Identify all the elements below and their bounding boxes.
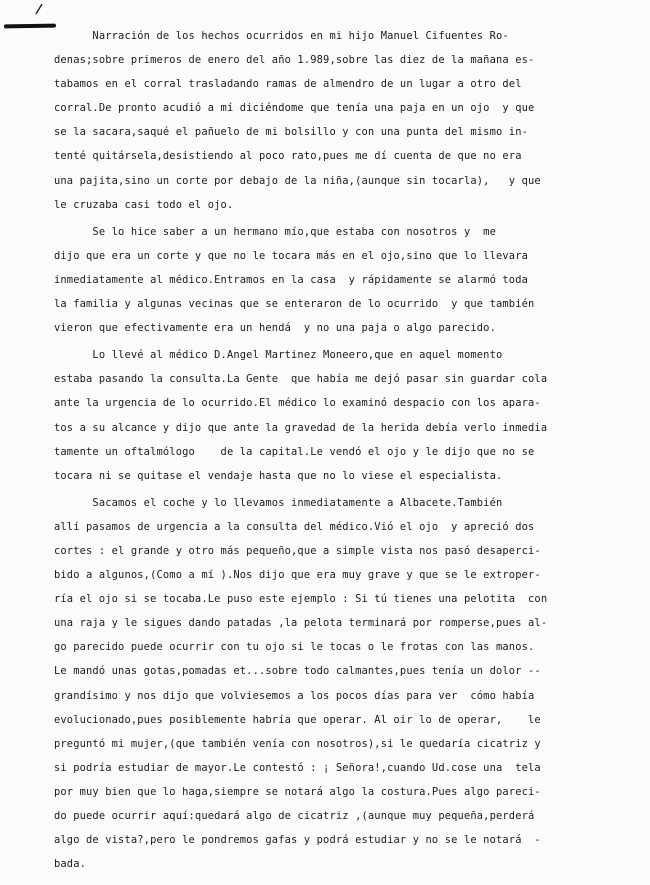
text-line: tamente un oftalmólogo de la capital.Le vendó el ojo y le dijo que no se (54, 445, 535, 458)
text-line: ría el ojo si se tocaba.Le puso este ejemplo : Si tú tienes una pelotita con (54, 593, 548, 606)
text-line: dijo que era un corte y que no le tocara más en el ojo,sino que lo llevara (54, 249, 529, 262)
text-line: estaba pasando la consulta.La Gente que había me dejó pasar sin guardar cola (54, 373, 548, 386)
text-line: una pajita,sino un corte por debajo de la niña,(aunque sin tocarla), y que (54, 174, 541, 187)
text-line: do puede ocurrir aquí:quedará algo de cicatriz ,(aunque muy pequeña,perderá (54, 810, 535, 822)
text-line: Le mandó unas gotas,pomadas et...sobre todo calmantes,pues tenía un dolor -- (54, 665, 541, 678)
text-line: inmediatamente al médico.Entramos en la casa y rápidamente se alarmó toda (54, 273, 529, 286)
text-line: tos a su alcance y dijo que ante la gravedad de la herida debía verlo inmedia (54, 421, 548, 434)
text-line: la familia y algunas vecinas que se enteraron de lo ocurrido y que también (54, 298, 535, 311)
text-line: evolucionado,pues posiblemente habría que operar. Al oir lo de operar, le (54, 713, 541, 726)
text-line: corral.De pronto acudió a mí diciéndome que tenía una paja en un ojo y que (54, 102, 535, 115)
text-line: go parecido puede ocurrir con tu ojo si le tocas o le frotas con las manos. (54, 641, 535, 654)
text-line: cortes : el grande y otro más pequeño,que a simple vista nos pasó desaperci- (54, 544, 541, 557)
text-line: Narración de los hechos ocurridos en mi hijo Manuel Cifuentes Ro- (54, 30, 509, 42)
text-line: tocara ni se quitase el vendaje hasta que no lo viese el especialista. (54, 469, 503, 482)
text-line: si podría estudiar de mayor.Le contestó : ¡ Señora!,cuando Ud.cose una tela (54, 761, 541, 774)
text-line: Lo llevé al médico D.Angel Martinez Moneero,que en aquel momento (54, 349, 503, 362)
text-line: bido a algunos,(Como a mí ).Nos dijo que era muy grave y que se le extroper- (54, 569, 541, 582)
text-line: allí pasamos de urgencia a la consulta del médico.Vió el ojo y apreció dos (54, 520, 535, 533)
ink-mark (4, 24, 56, 29)
text-line: ante la urgencia de lo ocurrido.El médico lo examinó despacio con los apara- (54, 397, 541, 410)
typed-text-body (54, 24, 639, 876)
text-line: por muy bien que lo haga,siempre se notará algo la costura.Pues algo pareci- (54, 785, 541, 798)
text-line: denas;sobre primeros de enero del año 1.989,sobre las diez de la mañana es- (54, 54, 535, 67)
text-line: tenté quitársela,desistiendo al poco rato,pues me dí cuenta de que no era (54, 150, 522, 163)
text-line: una raja y le sigues dando patadas ,la pelota terminará por romperse,pues al- (54, 617, 548, 630)
text-line: tabamos en el corral trasladando ramas de almendro de un lugar a otro del (54, 78, 522, 91)
text-line: grandísimo y nos dijo que volviesemos a los pocos días para ver cómo había (54, 689, 535, 702)
text-line: Sacamos el coche y lo llevamos inmediatamente a Albacete.También (54, 496, 503, 509)
text-line: algo de vista?,pero le pondremos gafas y podrá estudiar y no se le notará - (54, 834, 541, 847)
text-line: bada. (54, 858, 87, 871)
text-line: vieron que efectivamente era un hendá y no una paja o algo parecido. (54, 322, 496, 335)
text-line: se la sacara,saqué el pañuelo de mi bolsillo y con una punta del mismo in- (54, 126, 529, 139)
text-line: preguntó mi mujer,(que también venía con nosotros),si le quedaría cicatriz y (54, 737, 541, 750)
text-line: Se lo hice saber a un hermano mío,que estaba con nosotros y me (54, 225, 496, 238)
text-line: le cruzaba casi todo el ojo. (54, 198, 234, 211)
tick-mark-icon (34, 2, 44, 16)
